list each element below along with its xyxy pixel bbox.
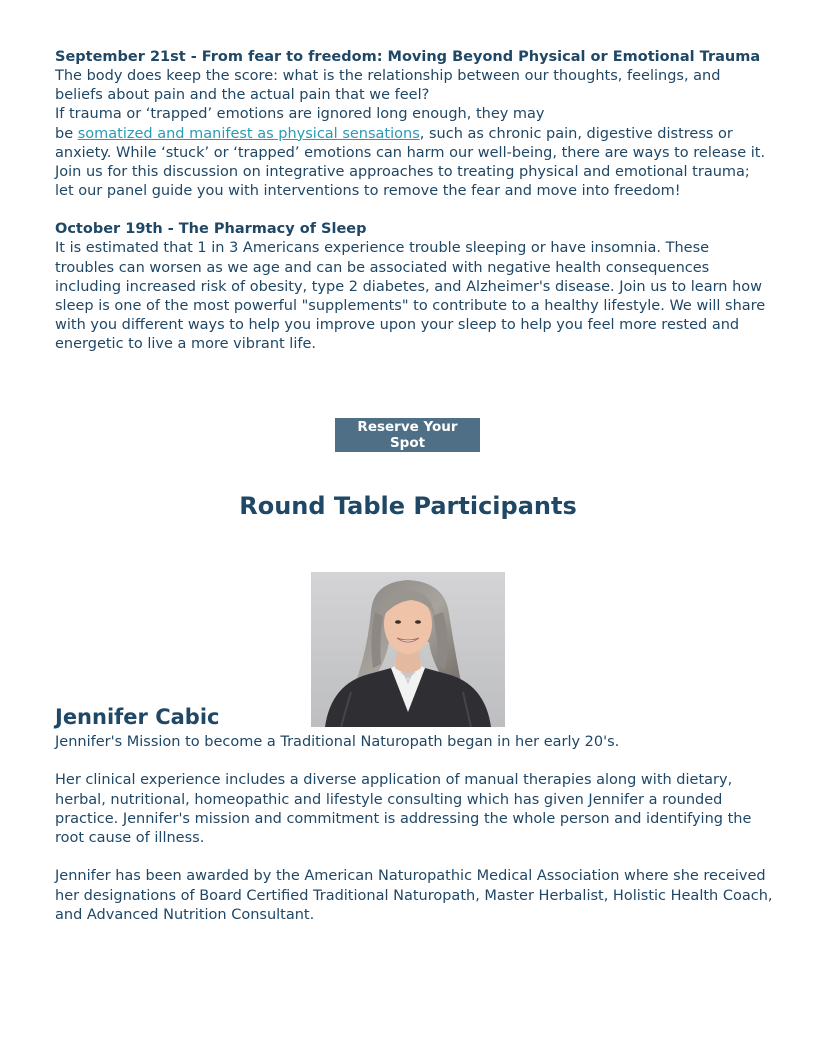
event-description xyxy=(55,67,770,201)
event-september xyxy=(55,48,770,201)
event-text: be xyxy=(55,125,78,142)
bio-paragraph: Her clinical experience includes a diverse application of manual therapies along with dietary, herbal, nutritional, homeopathic and lifestyle consulting which has given Jennifer a rounded practice. Jennifer's mission and commitment is addressing the whole person and identifying the root cause of illness. xyxy=(55,772,752,846)
event-october xyxy=(55,220,770,354)
somatized-link[interactable]: somatized and manifest as physical sensations xyxy=(77,125,420,142)
event-text: If trauma or ‘trapped’ emotions are ignored long enough, they may xyxy=(55,106,545,123)
event-paragraph: It is estimated that 1 in 3 Americans experience trouble sleeping or have insomnia. These troubles can worsen as we age and can be associated with negative health consequences including increased risk of obesity, type 2 diabetes, and Alzheimer's disease. Join us to learn how sleep is one of the most powerful "supplements" to contribute to a healthy lifestyle. We will share with you different ways to help you improve upon your sleep to help you feel more rested and energetic to live a more vibrant life. xyxy=(55,240,766,353)
event-title: October 19th - The Pharmacy of Sleep xyxy=(55,221,367,238)
event-description xyxy=(55,239,770,354)
portrait-image xyxy=(311,572,505,727)
participant-photo xyxy=(311,572,505,727)
participant-bio xyxy=(55,733,775,925)
event-title: September 21st - From fear to freedom: Moving Beyond Physical or Emotional Trauma xyxy=(55,49,761,65)
event-paragraph xyxy=(55,105,770,201)
event-text: , such as chronic pain, digestive distress or anxiety. While ‘stuck’ or ‘trapped’ emotions can harm our well-being, there are ways to release it. Join us for this discussion on integrative approaches to treating physical and emotional trauma; let our panel guide you with interventions to remove the fear and move into freedom! xyxy=(55,125,766,200)
reserve-spot-button[interactable]: Reserve Your Spot xyxy=(335,418,480,452)
bio-paragraph: Jennifer's Mission to become a Traditional Naturopath began in her early 20's. xyxy=(55,734,620,750)
participant-name: Jennifer Cabic xyxy=(55,705,220,729)
bio-paragraph: Jennifer has been awarded by the American Naturopathic Medical Association where she received her designations of Board Certified Traditional Naturopath, Master Herbalist, Holistic Health Coach, and Advanced Nutrition Consultant. xyxy=(55,868,773,923)
events-section xyxy=(55,48,770,355)
section-heading: Round Table Participants xyxy=(239,492,577,520)
event-paragraph: The body does keep the score: what is the relationship between our thoughts, feelings, and beliefs about pain and the actual pain that we feel? xyxy=(55,68,721,104)
